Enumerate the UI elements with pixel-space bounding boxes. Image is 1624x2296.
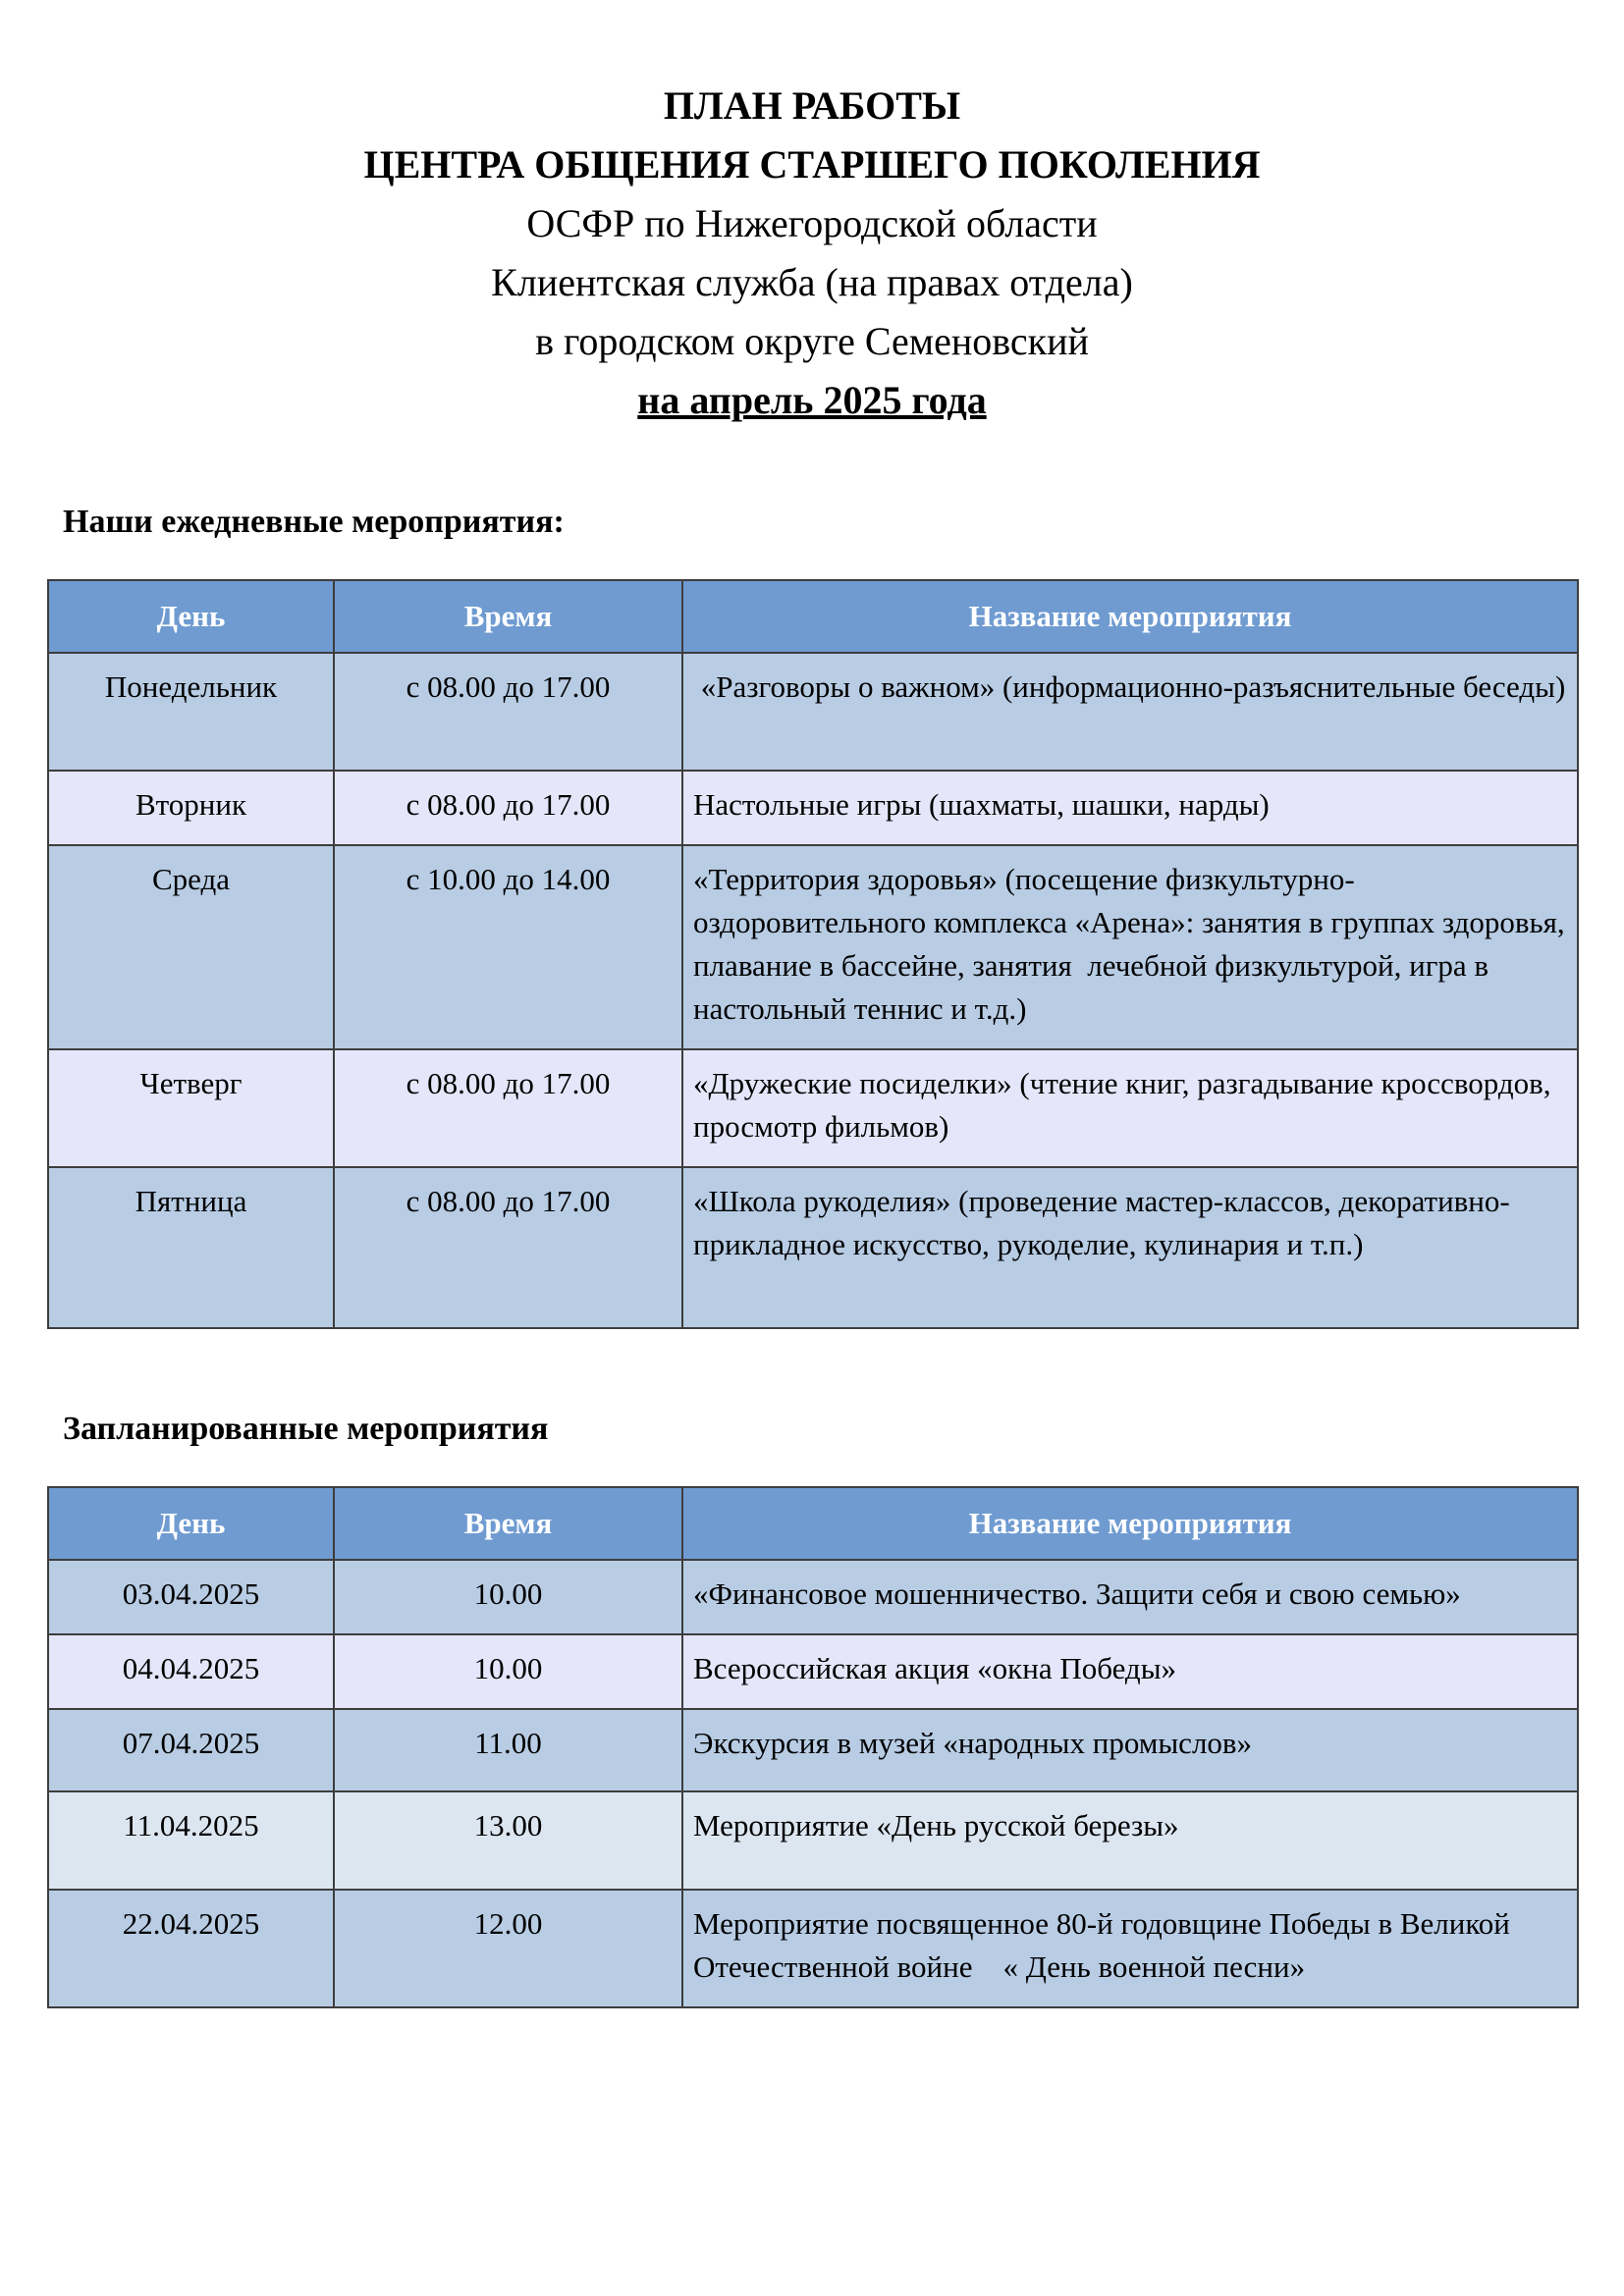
table-row xyxy=(48,771,1578,845)
column-header-time: Время xyxy=(334,580,682,653)
table-row xyxy=(48,1049,1578,1167)
cell-day: Среда xyxy=(48,845,334,1049)
table-row xyxy=(48,1560,1578,1634)
cell-time: с 08.00 до 17.00 xyxy=(334,1167,682,1328)
daily-section-title: Наши ежедневные мероприятия: xyxy=(63,504,565,540)
cell-event: Экскурсия в музей «народных промыслов» xyxy=(682,1709,1578,1791)
column-header-event: Название мероприятия xyxy=(682,580,1578,653)
daily-events-table xyxy=(47,579,1579,1329)
column-header-time: Время xyxy=(334,1487,682,1560)
table-header-row xyxy=(48,580,1578,653)
cell-day: 11.04.2025 xyxy=(48,1791,334,1890)
cell-day: Четверг xyxy=(48,1049,334,1167)
cell-time: с 08.00 до 17.00 xyxy=(334,653,682,771)
cell-event: «Финансовое мошенничество. Защити себя и свою семью» xyxy=(682,1560,1578,1634)
column-header-day: День xyxy=(48,1487,334,1560)
cell-day: Пятница xyxy=(48,1167,334,1328)
cell-time: 10.00 xyxy=(334,1634,682,1709)
column-header-event: Название мероприятия xyxy=(682,1487,1578,1560)
department-name: Клиентская служба (на правах отдела) xyxy=(491,260,1133,304)
planned-section-title: Запланированные мероприятия xyxy=(63,1411,549,1447)
cell-event: «Школа рукоделия» (проведение мастер-классов, декоративно-прикладное искусство, рукоделие, кулинария и т.п.) xyxy=(682,1167,1578,1328)
cell-event: Всероссийская акция «окна Победы» xyxy=(682,1634,1578,1709)
cell-time: с 10.00 до 14.00 xyxy=(334,845,682,1049)
period-label: на апрель 2025 года xyxy=(637,378,987,422)
cell-day: 04.04.2025 xyxy=(48,1634,334,1709)
cell-time: 10.00 xyxy=(334,1560,682,1634)
table-row xyxy=(48,653,1578,771)
cell-event: Мероприятие «День русской березы» xyxy=(682,1791,1578,1890)
cell-day: Вторник xyxy=(48,771,334,845)
cell-event: «Разговоры о важном» (информационно-разъяснительные беседы) xyxy=(682,653,1578,771)
table-row xyxy=(48,1167,1578,1328)
district-name: в городском округе Семеновский xyxy=(535,319,1089,363)
cell-time: с 08.00 до 17.00 xyxy=(334,1049,682,1167)
document-header xyxy=(0,77,1624,430)
cell-time: 12.00 xyxy=(334,1890,682,2007)
cell-day: 22.04.2025 xyxy=(48,1890,334,2007)
doc-title: ПЛАН РАБОТЫ xyxy=(663,83,961,128)
cell-event: «Территория здоровья» (посещение физкультурно-оздоровительного комплекса «Арена»: занятия в группах здоровья, плавание в бассейне, занятия лечебной физкультурой, игра в настольный теннис и т.д.) xyxy=(682,845,1578,1049)
table-row xyxy=(48,1890,1578,2007)
cell-event: Настольные игры (шахматы, шашки, нарды) xyxy=(682,771,1578,845)
org-name: ОСФР по Нижегородской области xyxy=(526,201,1098,245)
table-row xyxy=(48,1709,1578,1791)
cell-event: Мероприятие посвященное 80-й годовщине Победы в Великой Отечественной войне « День военной песни» xyxy=(682,1890,1578,2007)
table-header-row xyxy=(48,1487,1578,1560)
cell-time: 13.00 xyxy=(334,1791,682,1890)
doc-subtitle: ЦЕНТРА ОБЩЕНИЯ СТАРШЕГО ПОКОЛЕНИЯ xyxy=(363,142,1261,187)
cell-day: 07.04.2025 xyxy=(48,1709,334,1791)
column-header-day: День xyxy=(48,580,334,653)
table-row xyxy=(48,845,1578,1049)
cell-day: 03.04.2025 xyxy=(48,1560,334,1634)
cell-event: «Дружеские посиделки» (чтение книг, разгадывание кроссвордов, просмотр фильмов) xyxy=(682,1049,1578,1167)
table-row xyxy=(48,1634,1578,1709)
table-row xyxy=(48,1791,1578,1890)
planned-events-table xyxy=(47,1486,1579,2008)
cell-time: с 08.00 до 17.00 xyxy=(334,771,682,845)
cell-time: 11.00 xyxy=(334,1709,682,1791)
cell-day: Понедельник xyxy=(48,653,334,771)
